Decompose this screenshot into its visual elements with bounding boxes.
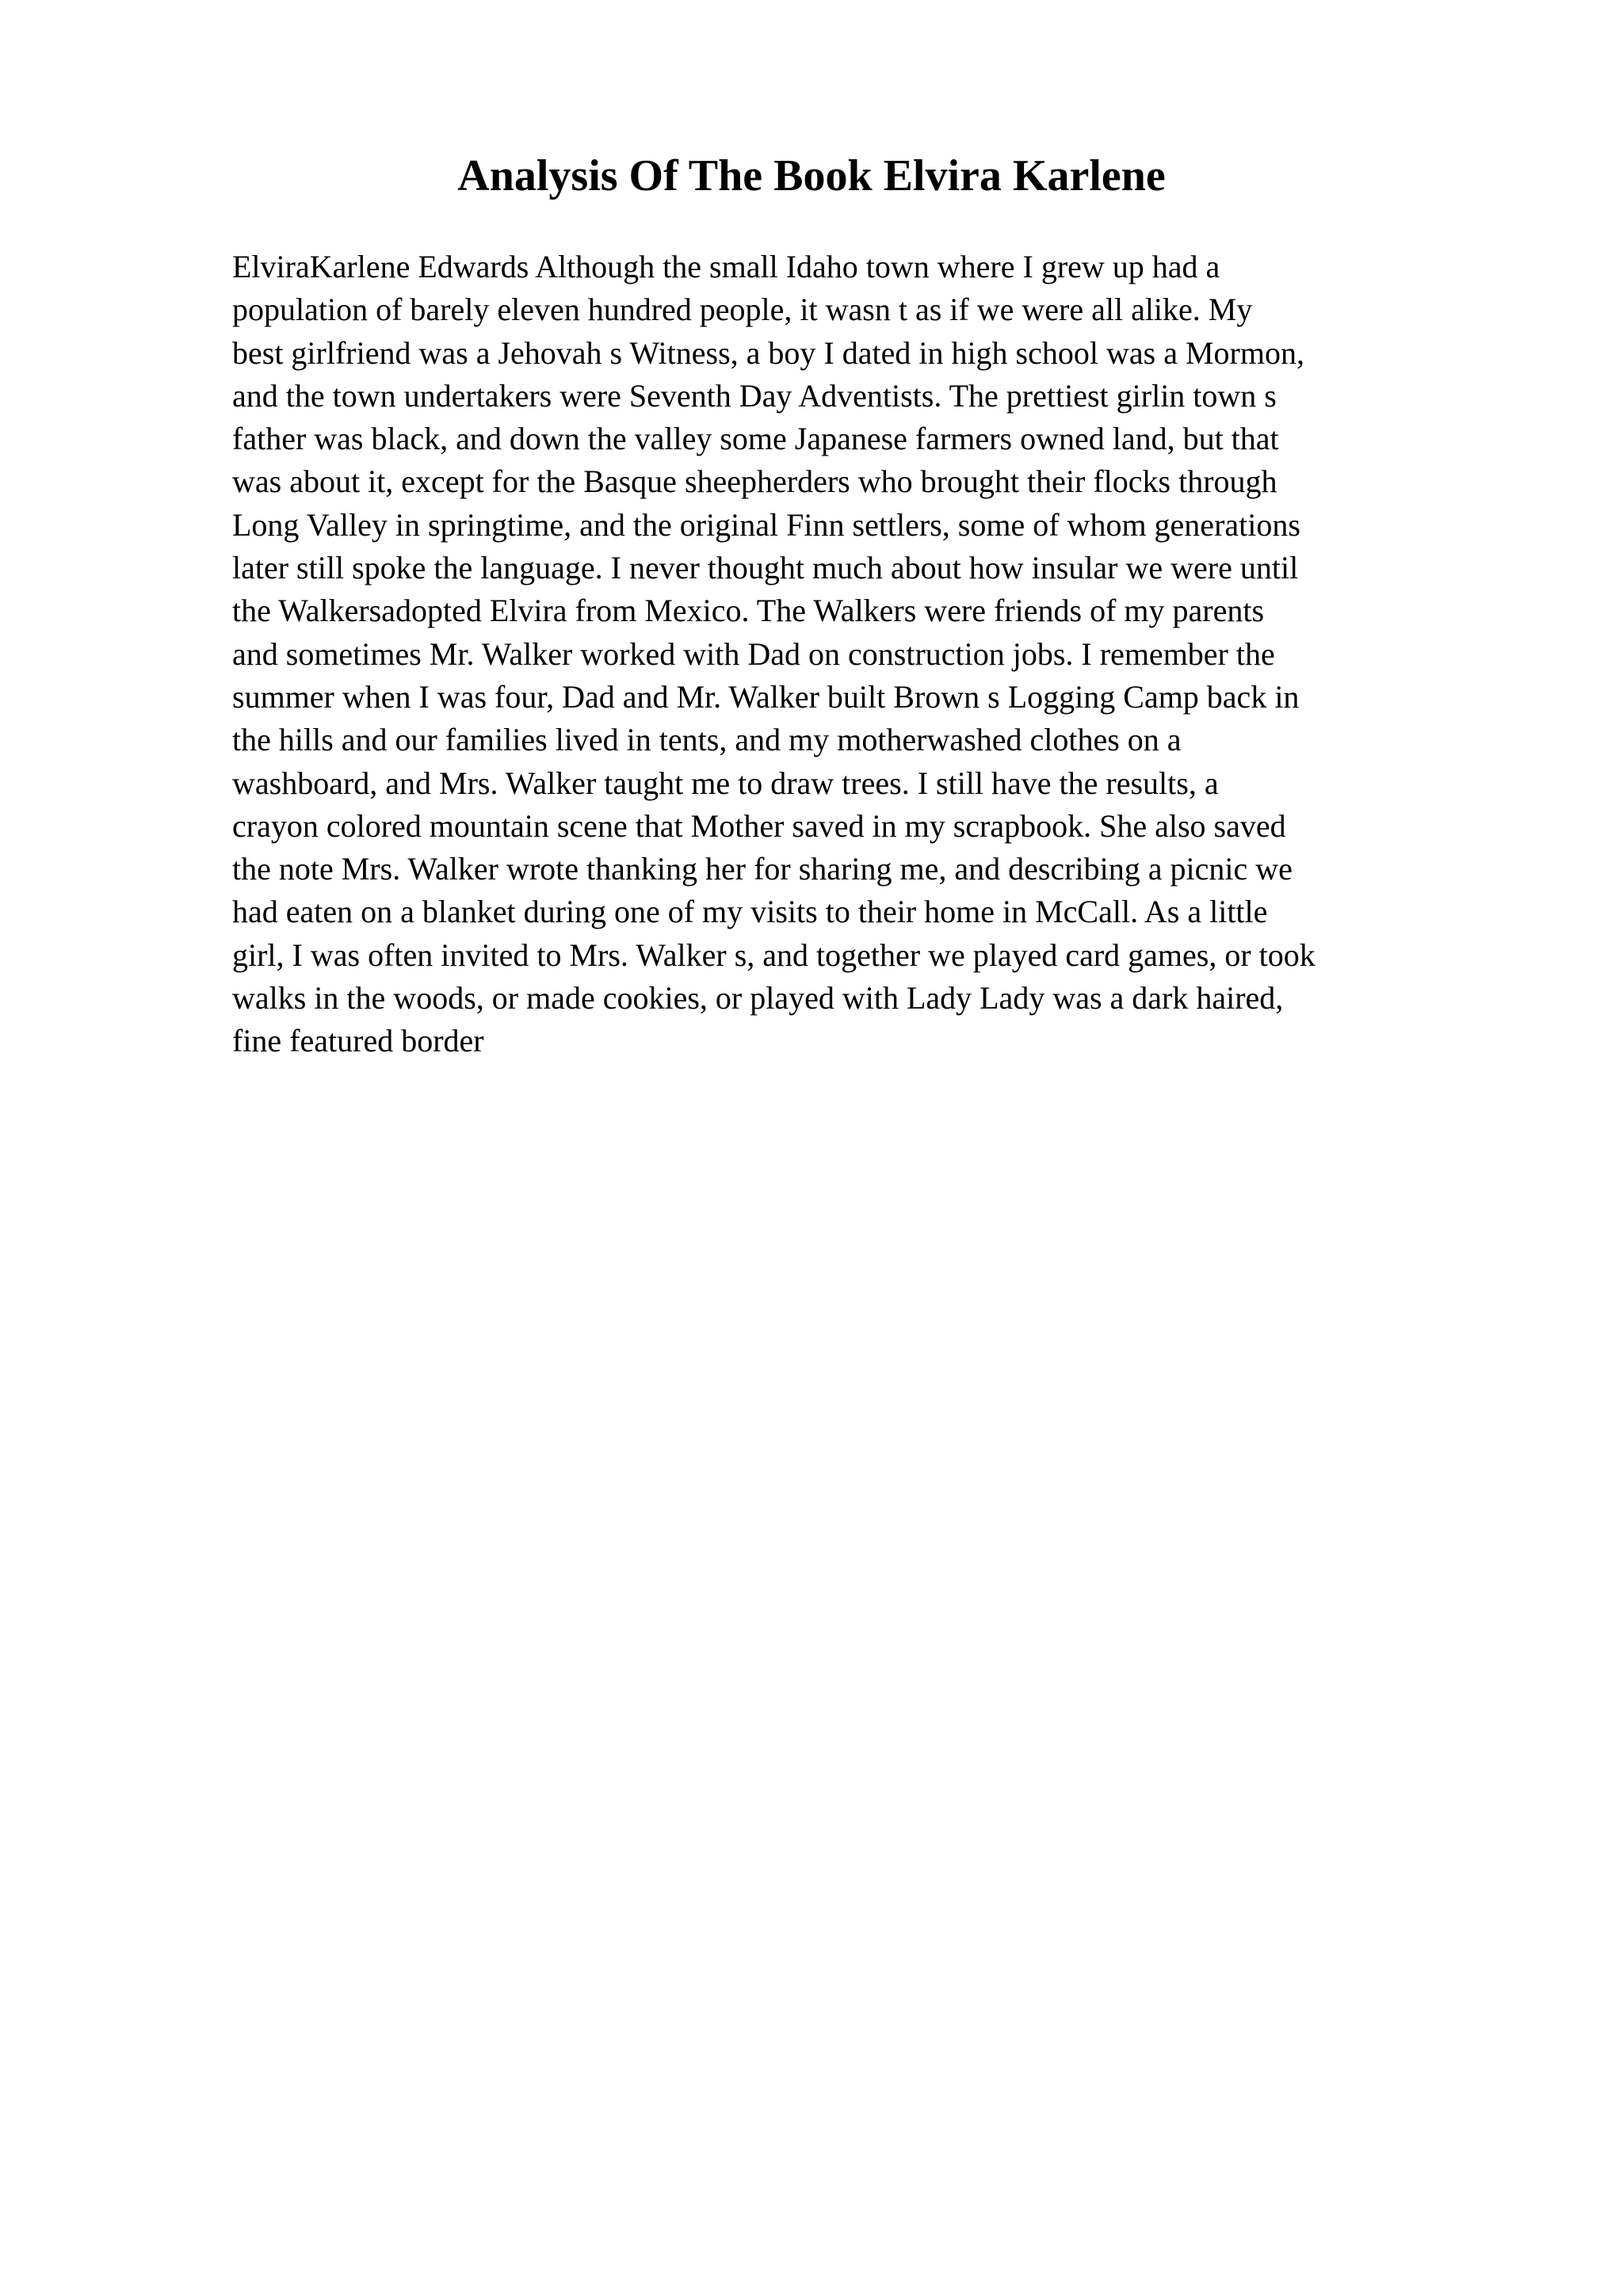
body-line: Long Valley in springtime, and the original Finn settlers, some of whom generations [232,506,1300,543]
body-line: the Walkersadopted Elvira from Mexico. The Walkers were friends of my parents [232,593,1265,629]
body-line: crayon colored mountain scene that Mother saved in my scrapbook. She also saved [232,807,1286,844]
body-line: the hills and our families lived in tents, and my motherwashed clothes on a [232,722,1182,758]
body-line: and the town undertakers were Seventh Day Adventists. The prettiest girlin town s [232,377,1277,414]
body-line: was about it, except for the Basque sheepherders who brought their flocks through [232,463,1277,500]
body-line: walks in the woods, or made cookies, or played with Lady Lady was a dark haired, [232,980,1284,1016]
body-line: the note Mrs. Walker wrote thanking her for sharing me, and describing a picnic we [232,851,1293,887]
body-line: best girlfriend was a Jehovah s Witness, a boy I dated in high school was a Mormon, [232,334,1304,371]
document-body [232,246,1516,1063]
body-line: later still spoke the language. I never thought much about how insular we were until [232,550,1299,586]
body-line: and sometimes Mr. Walker worked with Dad on construction jobs. I remember the [232,635,1275,672]
document-title: Analysis Of The Book Elvira Karlene [457,151,1166,200]
body-line: father was black, and down the valley some Japanese farmers owned land, but that [232,421,1279,457]
body-line: girl, I was often invited to Mrs. Walker s, and together we played card games, or took [232,936,1316,973]
body-line: ElviraKarlene Edwards Although the small Idaho town where I grew up had a [232,249,1220,284]
body-line: had eaten on a blanket during one of my visits to their home in McCall. As a little [232,894,1268,930]
body-line: fine featured border [232,1023,484,1059]
body-line: summer when I was four, Dad and Mr. Walker built Brown s Logging Camp back in [232,678,1300,715]
body-line: washboard, and Mrs. Walker taught me to draw trees. I still have the results, a [232,765,1219,801]
body-line: population of barely eleven hundred people, it wasn t as if we were all alike. My [232,292,1253,328]
